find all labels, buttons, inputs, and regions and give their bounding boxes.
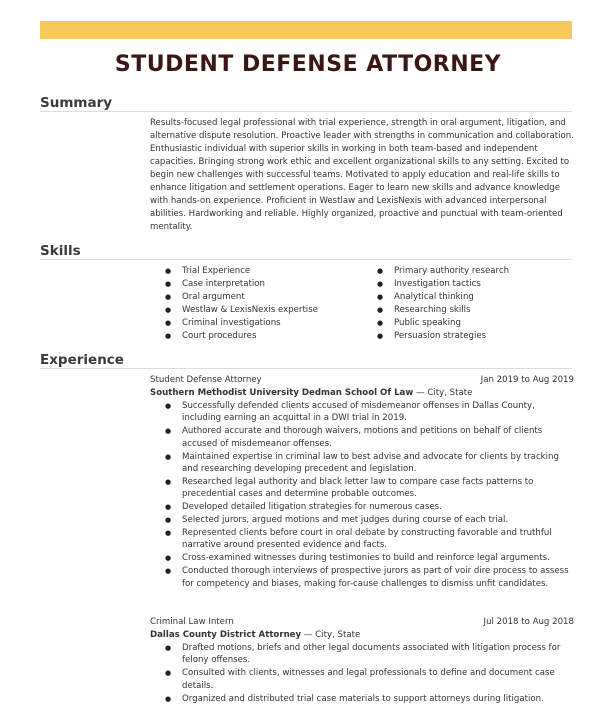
job-bullet: ● Selected jurors, argued motions and met judges during course of each trial.	[150, 514, 574, 526]
job-location: — City, State	[413, 388, 473, 398]
summary-divider	[40, 111, 572, 112]
job-dates: Jan 2019 to Aug 2019	[480, 375, 574, 385]
job-employer: Dallas County District Attorney	[150, 630, 302, 640]
job-bullets	[150, 642, 574, 705]
skill-item: ● Trial Experience	[165, 265, 318, 278]
skill-item: ● Researching skills	[377, 304, 509, 317]
skill-item: ● Analytical thinking	[377, 291, 509, 304]
skills-heading: Skills	[40, 243, 81, 259]
skills-divider	[40, 259, 572, 260]
skill-item: ● Criminal investigations	[165, 317, 318, 330]
job-bullet: ● Represented clients before court in oral debate by constructing favorable and truthful narrative around presented evidence and facts.	[150, 527, 574, 552]
summary-text: Results-focused legal professional with trial experience, strength in oral argument, litigation, and alternative dispute resolution. Proactive leader with strengths in communication and collaboration. Enthusiastic individual with superior skills in working in both team-based and independent capacities. Bringing strong work ethic and excellent organizational skills to any setting. Excited to begin new challenges with successful teams. Motivated to apply education and real-life skills to enhance litigation and settlement operations. Eager to learn new skills and advance knowledge with hands-on experience. Proficient in Westlaw and LexisNexis with advanced interpersonal abilities. Hardworking and reliable. Highly organized, proactive and punctual with team-oriented mentality.	[150, 118, 574, 232]
skill-item: ● Oral argument	[165, 291, 318, 304]
skill-item: ● Case interpretation	[165, 278, 318, 291]
header-accent-bar	[40, 21, 572, 39]
job-bullet: ● Successfully defended clients accused of misdemeanor offenses in Dallas County, including earning an acquittal in a DWI trial in 2019.	[150, 400, 574, 425]
resume-title: STUDENT DEFENSE ATTORNEY	[114, 52, 502, 77]
job-dates: Jul 2018 to Aug 2018	[483, 617, 574, 627]
job-bullet: ● Conducted thorough interviews of prospective jurors as part of voir dire process to assess for competency and biases, making for-cause challenges to dismiss unfit candidates.	[150, 565, 574, 590]
skill-item: ● Persuasion strategies	[377, 330, 509, 343]
skill-item: ● Westlaw & LexisNexis expertise	[165, 304, 318, 317]
job-employer: Southern Methodist University Dedman School Of Law	[150, 388, 414, 398]
job-bullet: ● Authored accurate and thorough waivers, motions and petitions on behalf of clients accused of misdemeanor offenses.	[150, 425, 574, 450]
job-bullet: ● Cross-examined witnesses during testimonies to build and reinforce legal arguments.	[150, 552, 574, 564]
skills-list-left	[165, 265, 318, 343]
job-title: Criminal Law Intern	[150, 617, 234, 627]
job-entry	[150, 374, 574, 591]
skill-item: ● Court procedures	[165, 330, 318, 343]
skill-item: ● Investigation tactics	[377, 278, 509, 291]
job-entry	[150, 616, 574, 706]
job-bullets	[150, 400, 574, 590]
experience-heading: Experience	[40, 352, 124, 368]
skills-list-right	[377, 265, 509, 343]
job-bullet: ● Researched legal authority and black letter law to compare case facts patterns to precedential cases and determine probable outcomes.	[150, 476, 574, 501]
job-bullet: ● Consulted with clients, witnesses and legal professionals to define and document case details.	[150, 667, 574, 692]
job-bullet: ● Organized and distributed trial case materials to support attorneys during litigation.	[150, 693, 574, 705]
job-bullet: ● Developed detailed litigation strategies for numerous cases.	[150, 501, 574, 513]
job-location: — City, State	[301, 630, 361, 640]
skill-item: ● Primary authority research	[377, 265, 509, 278]
summary-heading: Summary	[40, 95, 113, 111]
skill-item: ● Public speaking	[377, 317, 509, 330]
experience-divider	[40, 368, 572, 369]
job-bullet: ● Maintained expertise in criminal law to best advise and advocate for clients by tracking and researching developing precedent and legislation.	[150, 451, 574, 476]
job-bullet: ● Drafted motions, briefs and other legal documents associated with litigation process for felony offenses.	[150, 642, 574, 667]
job-title: Student Defense Attorney	[150, 375, 262, 385]
